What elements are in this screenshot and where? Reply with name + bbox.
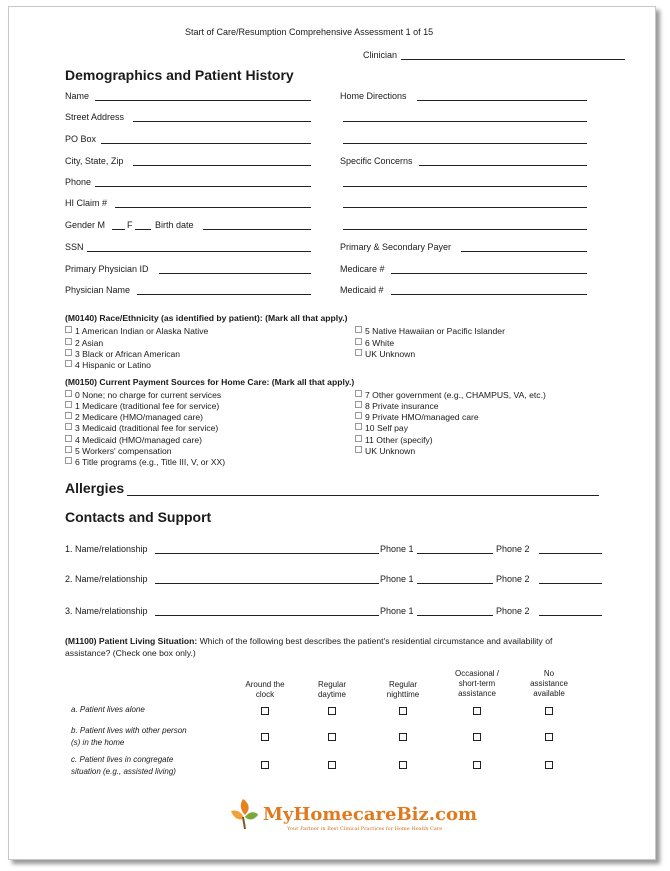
- living-checkbox[interactable]: [399, 761, 407, 769]
- phone1-label: Phone 1: [380, 606, 414, 616]
- payment-option[interactable]: 9 Private HMO/managed care: [355, 412, 479, 422]
- birth-date-label: Birth date: [155, 220, 194, 230]
- phone2-field[interactable]: [539, 615, 602, 616]
- payer-label: Primary & Secondary Payer: [340, 242, 452, 252]
- living-row-label: a. Patient lives alone: [71, 705, 145, 714]
- allergies-heading: Allergies: [65, 480, 125, 496]
- logo-name: MyHomecareBiz.com: [263, 804, 478, 825]
- checkbox[interactable]: [355, 412, 362, 419]
- demographics-heading: Demographics and Patient History: [65, 67, 294, 83]
- checkbox[interactable]: [65, 326, 72, 333]
- checkbox[interactable]: [65, 401, 72, 408]
- contact-name-field[interactable]: [155, 583, 379, 584]
- primary-physician-id-label: Primary Physician ID: [65, 264, 149, 274]
- name-label: Name: [65, 91, 90, 101]
- physician-name-field[interactable]: [137, 294, 311, 295]
- living-checkbox[interactable]: [545, 707, 553, 715]
- payment-option[interactable]: 5 Workers' compensation: [65, 446, 172, 456]
- living-checkbox[interactable]: [473, 707, 481, 715]
- hi-claim-label: HI Claim #: [65, 198, 108, 208]
- payment-option[interactable]: 8 Private insurance: [355, 401, 439, 411]
- race-option[interactable]: UK Unknown: [355, 349, 415, 359]
- phone2-field[interactable]: [539, 583, 602, 584]
- gender-f-field[interactable]: [135, 229, 151, 230]
- living-checkbox[interactable]: [399, 707, 407, 715]
- po-box-label: PO Box: [65, 134, 97, 144]
- home-directions-field-1[interactable]: [417, 100, 587, 101]
- phone1-label: Phone 1: [380, 544, 414, 554]
- home-directions-field-3[interactable]: [343, 143, 587, 144]
- home-directions-field-2[interactable]: [343, 121, 587, 122]
- checkbox[interactable]: [65, 412, 72, 419]
- column-header-no-assistance: No assistance available: [530, 669, 568, 698]
- living-checkbox[interactable]: [545, 733, 553, 741]
- column-header-regular-daytime: Regular daytime: [317, 680, 346, 699]
- allergies-field[interactable]: [127, 495, 599, 496]
- checkbox[interactable]: [355, 401, 362, 408]
- form-page: [8, 6, 656, 860]
- phone-label: Phone: [65, 177, 92, 187]
- physician-name-label: Physician Name: [65, 285, 131, 295]
- checkbox[interactable]: [65, 435, 72, 442]
- phone1-field[interactable]: [417, 615, 493, 616]
- race-option[interactable]: 3 Black or African American: [65, 349, 180, 359]
- city-state-zip-label: City, State, Zip: [65, 156, 124, 166]
- checkbox[interactable]: [65, 423, 72, 430]
- specific-concerns-field-2[interactable]: [343, 186, 587, 187]
- payment-option[interactable]: 3 Medicaid (traditional fee for service): [65, 423, 218, 433]
- column-header-regular-nighttime: Regular nighttime: [386, 680, 420, 699]
- contact-name-field[interactable]: [155, 615, 379, 616]
- living-checkbox[interactable]: [473, 733, 481, 741]
- payer-field[interactable]: [461, 251, 587, 252]
- living-checkbox[interactable]: [261, 733, 269, 741]
- contact-name-label: 3. Name/relationship: [65, 606, 148, 616]
- payment-option[interactable]: 11 Other (specify): [355, 435, 433, 445]
- checkbox[interactable]: [65, 338, 72, 345]
- phone2-field[interactable]: [539, 553, 602, 554]
- phone2-label: Phone 2: [496, 574, 530, 584]
- contacts-heading: Contacts and Support: [65, 509, 212, 525]
- living-checkbox[interactable]: [473, 761, 481, 769]
- payment-option[interactable]: 0 None; no charge for current services: [65, 390, 221, 400]
- race-option[interactable]: 4 Hispanic or Latino: [65, 360, 151, 370]
- ssn-field[interactable]: [87, 251, 311, 252]
- hi-claim-field[interactable]: [115, 207, 311, 208]
- home-directions-label: Home Directions: [340, 91, 407, 101]
- phone2-label: Phone 2: [496, 544, 530, 554]
- living-checkbox[interactable]: [328, 733, 336, 741]
- birth-date-field[interactable]: [203, 229, 311, 230]
- living-checkbox[interactable]: [328, 707, 336, 715]
- phone1-field[interactable]: [417, 583, 493, 584]
- living-checkbox[interactable]: [261, 761, 269, 769]
- gender-m-label: Gender M: [65, 220, 106, 230]
- gender-f-label: F: [127, 220, 133, 230]
- payment-question: (M0150) Current Payment Sources for Home Care: (Mark all that apply.): [65, 377, 355, 387]
- living-row-label: c. Patient lives in congregate situation (e.g., assisted living): [71, 755, 176, 776]
- checkbox[interactable]: [355, 423, 362, 430]
- po-box-field[interactable]: [101, 143, 311, 144]
- payment-option[interactable]: 7 Other government (e.g., CHAMPUS, VA, etc.): [355, 390, 546, 400]
- logo-icon: [229, 797, 259, 831]
- payment-option[interactable]: 4 Medicaid (HMO/managed care): [65, 435, 202, 445]
- race-option[interactable]: 5 Native Hawaiian or Pacific Islander: [355, 326, 505, 336]
- primary-physician-id-field[interactable]: [159, 273, 311, 274]
- clinician-label: Clinician: [363, 50, 398, 60]
- contact-name-label: 1. Name/relationship: [65, 544, 148, 554]
- phone1-field[interactable]: [417, 553, 493, 554]
- form-title: Start of Care/Resumption Comprehensive Assessment 1 of 15: [185, 27, 434, 37]
- logo-tagline: Your Partner in Best Clinical Practices for Home Health Care: [287, 826, 443, 832]
- living-checkbox[interactable]: [399, 733, 407, 741]
- specific-concerns-field-3[interactable]: [343, 207, 587, 208]
- living-situation-question: (M1100) Patient Living Situation: Which of the following best describes the patient's residential circumstance and availability of assistance? (Check one box only.): [65, 636, 553, 658]
- checkbox[interactable]: [355, 390, 362, 397]
- specific-concerns-field-1[interactable]: [419, 165, 587, 166]
- checkbox[interactable]: [355, 435, 362, 442]
- contact-name-field[interactable]: [155, 553, 379, 554]
- race-option[interactable]: 6 White: [355, 338, 394, 348]
- checkbox[interactable]: [65, 457, 72, 464]
- phone1-label: Phone 1: [380, 574, 414, 584]
- specific-concerns-field-4[interactable]: [343, 229, 587, 230]
- checkbox[interactable]: [65, 349, 72, 356]
- street-address-field[interactable]: [133, 121, 311, 122]
- city-state-zip-field[interactable]: [133, 165, 311, 166]
- medicare-label: Medicare #: [340, 264, 385, 274]
- checkbox[interactable]: [65, 360, 72, 367]
- payment-option[interactable]: 2 Medicare (HMO/managed care): [65, 412, 203, 422]
- phone-field[interactable]: [95, 186, 311, 187]
- medicaid-label: Medicaid #: [340, 285, 384, 295]
- checkbox[interactable]: [355, 446, 362, 453]
- column-header-occasional: Occasional / short-term assistance: [454, 669, 500, 698]
- column-header-around-the-clock: Around the clock: [245, 680, 285, 699]
- checkbox[interactable]: [355, 338, 362, 345]
- phone2-label: Phone 2: [496, 606, 530, 616]
- checkbox[interactable]: [65, 390, 72, 397]
- name-field[interactable]: [95, 100, 311, 101]
- payment-option[interactable]: 10 Self pay: [355, 423, 408, 433]
- living-checkbox[interactable]: [328, 761, 336, 769]
- payment-option[interactable]: UK Unknown: [355, 446, 415, 456]
- race-question: (M0140) Race/Ethnicity (as identified by patient): (Mark all that apply.): [65, 313, 348, 323]
- checkbox[interactable]: [65, 446, 72, 453]
- gender-m-field[interactable]: [112, 229, 125, 230]
- medicaid-field[interactable]: [391, 294, 587, 295]
- race-option[interactable]: 2 Asian: [65, 338, 103, 348]
- specific-concerns-label: Specific Concerns: [340, 156, 413, 166]
- payment-option[interactable]: 1 Medicare (traditional fee for service): [65, 401, 219, 411]
- living-checkbox[interactable]: [261, 707, 269, 715]
- contact-name-label: 2. Name/relationship: [65, 574, 148, 584]
- ssn-label: SSN: [65, 242, 84, 252]
- race-option[interactable]: 1 American Indian or Alaska Native: [65, 326, 208, 336]
- payment-option[interactable]: 6 Title programs (e.g., Title III, V, or XX): [65, 457, 225, 467]
- checkbox[interactable]: [355, 326, 362, 333]
- clinician-field[interactable]: [401, 59, 625, 60]
- checkbox[interactable]: [355, 349, 362, 356]
- living-row-label: b. Patient lives with other person (s) in the home: [71, 726, 187, 747]
- street-address-label: Street Address: [65, 112, 125, 122]
- medicare-field[interactable]: [391, 273, 587, 274]
- living-checkbox[interactable]: [545, 761, 553, 769]
